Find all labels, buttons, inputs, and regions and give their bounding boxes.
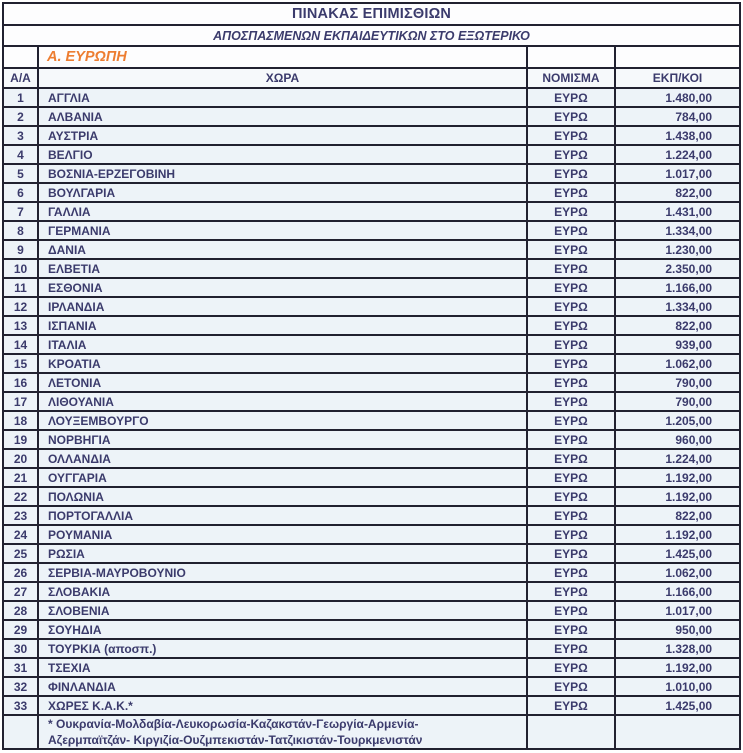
cell-country: ΚΡΟΑΤΙΑ [38,354,527,373]
cell-amount: 1.192,00 [615,525,740,544]
cell-country: ΒΕΛΓΙΟ [38,145,527,164]
table-row [3,373,740,392]
cell-country: ΤΣΕΧΙΑ [38,658,527,677]
cell-index: 25 [3,544,38,563]
cell-country: ΑΛΒΑΝΙΑ [38,107,527,126]
column-header-currency: ΝΟΜΙΣΜΑ [527,68,615,88]
cell-currency: ΕΥΡΩ [527,373,615,392]
cell-country: ΒΟΣΝΙΑ-ΕΡΖΕΓΟΒΙΝΗ [38,164,527,183]
cell-index: 29 [3,620,38,639]
table-row [3,202,740,221]
footnote-kak-countries [38,715,527,749]
cell-amount: 790,00 [615,392,740,411]
cell-amount: 1.438,00 [615,126,740,145]
cell-currency: ΕΥΡΩ [527,639,615,658]
cell-country: ΕΛΒΕΤΙΑ [38,259,527,278]
cell-amount: 822,00 [615,183,740,202]
cell-amount: 1.166,00 [615,278,740,297]
cell-amount: 1.425,00 [615,696,740,715]
cell-currency: ΕΥΡΩ [527,468,615,487]
cell-index: 21 [3,468,38,487]
table-row [3,658,740,677]
column-header-country: ΧΩΡΑ [38,68,527,88]
allowance-table [2,2,741,750]
cell-currency: ΕΥΡΩ [527,487,615,506]
cell-country: ΠΟΡΤΟΓΑΛΛΙΑ [38,506,527,525]
cell-amount: 939,00 [615,335,740,354]
cell-index: 16 [3,373,38,392]
cell-index: 19 [3,430,38,449]
cell-country: ΑΥΣΤΡΙΑ [38,126,527,145]
cell-index: 31 [3,658,38,677]
section-empty-cell [527,46,615,68]
table-row [3,506,740,525]
cell-index: 26 [3,563,38,582]
cell-index: 4 [3,145,38,164]
cell-index: 22 [3,487,38,506]
cell-currency: ΕΥΡΩ [527,107,615,126]
cell-amount: 950,00 [615,620,740,639]
footnote-line-1: * Ουκρανία-Μολδαβία-Λευκορωσία-Καζακστάν-Γεωργία-Αρμενία- [48,717,419,731]
cell-country: ΣΕΡΒΙΑ-ΜΑΥΡΟΒΟΥΝΙΟ [38,563,527,582]
cell-index: 30 [3,639,38,658]
cell-currency: ΕΥΡΩ [527,563,615,582]
cell-country: ΣΛΟΒΑΚΙΑ [38,582,527,601]
table-row [3,696,740,715]
cell-currency: ΕΥΡΩ [527,677,615,696]
cell-currency: ΕΥΡΩ [527,392,615,411]
cell-index: 20 [3,449,38,468]
cell-currency: ΕΥΡΩ [527,126,615,145]
cell-amount: 1.224,00 [615,449,740,468]
cell-amount: 822,00 [615,506,740,525]
cell-country: ΛΕΤΟΝΙΑ [38,373,527,392]
cell-amount: 2.350,00 [615,259,740,278]
table-row [3,183,740,202]
cell-currency: ΕΥΡΩ [527,544,615,563]
cell-amount: 1.334,00 [615,221,740,240]
column-header-row [3,68,740,88]
cell-country: ΛΟΥΞΕΜΒΟΥΡΓΟ [38,411,527,430]
cell-index: 15 [3,354,38,373]
table-row [3,544,740,563]
cell-country: ΡΟΥΜΑΝΙΑ [38,525,527,544]
footnote-line-2: Αζερμπαϊτζάν- Κιργιζία-Ουζμπεκιστάν-Τατζικιστάν-Τουρκμενιστάν [48,733,423,747]
cell-index: 10 [3,259,38,278]
cell-index: 12 [3,297,38,316]
cell-currency: ΕΥΡΩ [527,278,615,297]
cell-currency: ΕΥΡΩ [527,202,615,221]
cell-currency: ΕΥΡΩ [527,430,615,449]
cell-index: 23 [3,506,38,525]
cell-currency: ΕΥΡΩ [527,259,615,278]
cell-amount: 1.328,00 [615,639,740,658]
cell-index: 8 [3,221,38,240]
table-row [3,297,740,316]
cell-index: 1 [3,88,38,107]
section-empty-cell [615,46,740,68]
cell-index: 17 [3,392,38,411]
cell-country: ΧΩΡΕΣ Κ.Α.Κ.* [38,696,527,715]
cell-country: ΟΥΓΓΑΡΙΑ [38,468,527,487]
cell-country: ΓΕΡΜΑΝΙΑ [38,221,527,240]
cell-currency: ΕΥΡΩ [527,221,615,240]
section-label-europe: Α. ΕΥΡΩΠΗ [38,46,527,68]
table-row [3,126,740,145]
cell-currency: ΕΥΡΩ [527,582,615,601]
table-row [3,620,740,639]
cell-amount: 1.062,00 [615,354,740,373]
cell-currency: ΕΥΡΩ [527,506,615,525]
page-title: ΠΙΝΑΚΑΣ ΕΠΙΜΙΣΘΙΩΝ [3,3,740,25]
cell-index: 27 [3,582,38,601]
cell-index: 28 [3,601,38,620]
table-row [3,525,740,544]
cell-currency: ΕΥΡΩ [527,297,615,316]
cell-currency: ΕΥΡΩ [527,335,615,354]
section-row [3,46,740,68]
cell-amount: 1.010,00 [615,677,740,696]
table-row [3,107,740,126]
cell-amount: 1.192,00 [615,658,740,677]
cell-index: 14 [3,335,38,354]
cell-country: ΙΣΠΑΝΙΑ [38,316,527,335]
table-row [3,145,740,164]
table-row [3,278,740,297]
cell-country: ΣΟΥΗΔΙΑ [38,620,527,639]
cell-index: 7 [3,202,38,221]
table-row [3,411,740,430]
table-row [3,164,740,183]
table-row [3,430,740,449]
table-row [3,259,740,278]
cell-currency: ΕΥΡΩ [527,354,615,373]
cell-currency: ΕΥΡΩ [527,145,615,164]
cell-amount: 1.192,00 [615,487,740,506]
table-foot-rows [3,715,740,749]
country-rows [3,88,740,715]
table-row [3,449,740,468]
table-row [3,639,740,658]
table-row [3,392,740,411]
cell-country: ΛΙΘΟΥΑΝΙΑ [38,392,527,411]
column-header-index: Α/Α [3,68,38,88]
cell-index: 11 [3,278,38,297]
cell-amount: 1.480,00 [615,88,740,107]
cell-country: ΣΛΟΒΕΝΙΑ [38,601,527,620]
cell-country: ΡΩΣΙΑ [38,544,527,563]
cell-currency: ΕΥΡΩ [527,525,615,544]
cell-amount: 1.431,00 [615,202,740,221]
cell-currency: ΕΥΡΩ [527,658,615,677]
cell-country: ΓΑΛΛΙΑ [38,202,527,221]
cell-amount: 784,00 [615,107,740,126]
cell-index: 13 [3,316,38,335]
table-row [3,468,740,487]
cell-index: 6 [3,183,38,202]
table-title-row [3,3,740,25]
cell-country: ΠΟΛΩΝΙΑ [38,487,527,506]
table-row [3,354,740,373]
section-empty-cell [3,46,38,68]
cell-country: ΟΛΛΑΝΔΙΑ [38,449,527,468]
cell-country: ΝΟΡΒΗΓΙΑ [38,430,527,449]
cell-country: ΦΙΝΛΑΝΔΙΑ [38,677,527,696]
table-row [3,601,740,620]
page-subtitle: ΑΠΟΣΠΑΣΜΕΝΩΝ ΕΚΠΑΙΔΕΥΤΙΚΩΝ ΣΤΟ ΕΞΩΤΕΡΙΚΟ [3,25,740,46]
cell-amount: 1.224,00 [615,145,740,164]
cell-currency: ΕΥΡΩ [527,411,615,430]
cell-amount: 1.062,00 [615,563,740,582]
cell-amount: 1.425,00 [615,544,740,563]
cell-country: ΒΟΥΛΓΑΡΙΑ [38,183,527,202]
cell-index: 18 [3,411,38,430]
cell-currency: ΕΥΡΩ [527,696,615,715]
cell-country: ΙΡΛΑΝΔΙΑ [38,297,527,316]
column-header-amount: ΕΚΠ/ΚΟΙ [615,68,740,88]
table-row [3,335,740,354]
table-row [3,88,740,107]
cell-amount: 1.192,00 [615,468,740,487]
table-subtitle-row [3,25,740,46]
cell-amount: 790,00 [615,373,740,392]
cell-amount: 1.166,00 [615,582,740,601]
cell-country: ΑΓΓΛΙΑ [38,88,527,107]
cell-index: 32 [3,677,38,696]
cell-country: ΙΤΑΛΙΑ [38,335,527,354]
cell-index: 9 [3,240,38,259]
footnote-row [3,715,740,749]
cell-index: 2 [3,107,38,126]
table-row [3,487,740,506]
cell-currency: ΕΥΡΩ [527,449,615,468]
cell-currency: ΕΥΡΩ [527,88,615,107]
cell-amount: 822,00 [615,316,740,335]
footnote-empty-cell [615,715,740,749]
table-row [3,240,740,259]
cell-amount: 1.230,00 [615,240,740,259]
cell-index: 3 [3,126,38,145]
table-row [3,316,740,335]
cell-amount: 1.334,00 [615,297,740,316]
cell-amount: 1.017,00 [615,601,740,620]
table-head-rows [3,3,740,88]
cell-currency: ΕΥΡΩ [527,183,615,202]
cell-amount: 1.205,00 [615,411,740,430]
cell-country: ΕΣΘΟΝΙΑ [38,278,527,297]
cell-currency: ΕΥΡΩ [527,164,615,183]
table-row [3,582,740,601]
cell-currency: ΕΥΡΩ [527,601,615,620]
cell-index: 33 [3,696,38,715]
cell-country: ΔΑΝΙΑ [38,240,527,259]
cell-index: 24 [3,525,38,544]
cell-amount: 960,00 [615,430,740,449]
cell-country: ΤΟΥΡΚΙΑ (αποσπ.) [38,639,527,658]
footnote-empty-cell [3,715,38,749]
cell-currency: ΕΥΡΩ [527,620,615,639]
table-row [3,677,740,696]
table-row [3,563,740,582]
table-row [3,221,740,240]
cell-currency: ΕΥΡΩ [527,240,615,259]
cell-index: 5 [3,164,38,183]
footnote-empty-cell [527,715,615,749]
cell-currency: ΕΥΡΩ [527,316,615,335]
cell-amount: 1.017,00 [615,164,740,183]
